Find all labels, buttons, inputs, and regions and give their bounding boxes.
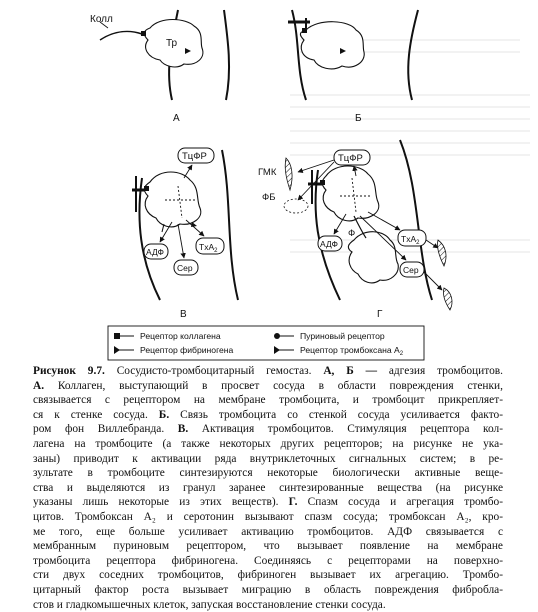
label-ser-g: Сер (403, 265, 419, 275)
legend-purine-receptor (274, 331, 385, 341)
legend (108, 326, 424, 360)
label-tsfr-v: ТцФР (182, 151, 207, 162)
caption-line: ства и выделяются из гранул заранее синтезированные вещества (на рисунке (33, 481, 503, 496)
panel-v-label: В (180, 309, 187, 320)
panel-v (132, 148, 238, 320)
label-adf-v: АДФ (146, 247, 164, 257)
caption-line: лагена на тромбоците (а также некоторых других рецепторов; на рисунке не ука- (33, 437, 503, 452)
caption-line: мембранным пуриновым рецептором, что вызывает появление на мембране (33, 539, 503, 554)
svg-text:Рецептор фибриногена: Рецептор фибриногена (140, 345, 234, 355)
caption-line: А. Коллаген, выступающий в просвет сосуда в области повреждения стенки, (33, 379, 503, 394)
legend-thromboxane-receptor (274, 345, 404, 357)
caption-line: стов и гладкомышечных клеток, запуская восстановление стенки сосуда. (33, 598, 503, 612)
svg-text:Пуриновый рецептор: Пуриновый рецептор (300, 331, 385, 341)
svg-text:Рецептор коллагена: Рецептор коллагена (140, 331, 221, 341)
platelet-g-upper (322, 166, 379, 221)
panel-g-label: Г (377, 309, 383, 320)
label-f: Ф (348, 228, 355, 239)
label-txa-sub-g: 2 (416, 240, 420, 246)
label-gmk: ГМК (258, 167, 277, 178)
panel-g (258, 140, 452, 320)
label-fb: ФБ (262, 192, 275, 203)
caption-line: ме того, еще больше усиливает активацию тромбоцитов. АДФ связывается с (33, 525, 503, 540)
legend-fibrinogen-receptor (114, 345, 234, 355)
caption-line: заны) приводит к активации ряда внутриклеточных сигнальных систем; в ре- (33, 452, 503, 467)
caption-line: зультате в тромбоците синтезируются некоторые биологически активные веще- (33, 466, 503, 481)
platelet-g-lower (348, 232, 398, 283)
caption-line: указаны лишь некоторые из этих веществ). Г. Спазм сосуда и агрегация тромбо- (33, 495, 503, 510)
caption-line: сти двух соседних тромбоцитов, фибриноген вызывает их агрегацию. Тромбо- (33, 568, 503, 583)
panel-b-label: Б (355, 113, 362, 124)
caption-line: ся к стенке сосуда. Б. Связь тромбоцита со стенкой сосуда усиливается факто- (33, 408, 503, 423)
caption-line: Рисунок 9.7. Сосудисто-тромбоцитарный гемостаз. А, Б — адгезия тромбоцитов. (33, 364, 503, 379)
platelet-b (300, 22, 364, 69)
fibroblast-cell (284, 199, 308, 213)
figure-caption (33, 364, 503, 612)
platelet-v (144, 172, 200, 227)
label-txa-sub-v: 2 (214, 248, 218, 254)
label-koll: Колл (90, 14, 113, 25)
label-adf-g: АДФ (320, 239, 338, 249)
label-tr: Тр (166, 38, 178, 49)
caption-line: связывается с рецептором на мембране тромбоцита, и тромбоцит прикрепляет- (33, 393, 503, 408)
caption-line: цитарный фактор роста вызывает миграцию в область повреждения фибробла- (33, 583, 503, 598)
svg-text:Рецептор тромбоксана A2: Рецептор тромбоксана $A_2$ (300, 345, 404, 357)
smooth-muscle-cell (285, 158, 292, 190)
caption-line: цитов. Тромбоксан A₂ и серотонин вызывают спазм сосуда; тромбоксан A₂, кро- (33, 510, 503, 525)
label-txa-v: TxA (199, 242, 214, 252)
label-txa-g: TxA (401, 234, 416, 244)
label-tsfr-g: ТцФР (338, 153, 363, 164)
legend-collagen-receptor (114, 331, 221, 341)
caption-line: ром фон Виллебранда. В. Активация тромбоцитов. Стимуляция рецептора кол- (33, 422, 503, 437)
caption-line: тромбоцита рецептора фибриногена. Соединяясь с рецепторами на поверхно- (33, 554, 503, 569)
label-ser-v: Сер (177, 263, 193, 273)
background-bleed (290, 40, 530, 252)
panel-a-label: А (173, 113, 180, 124)
panel-a (90, 10, 229, 124)
